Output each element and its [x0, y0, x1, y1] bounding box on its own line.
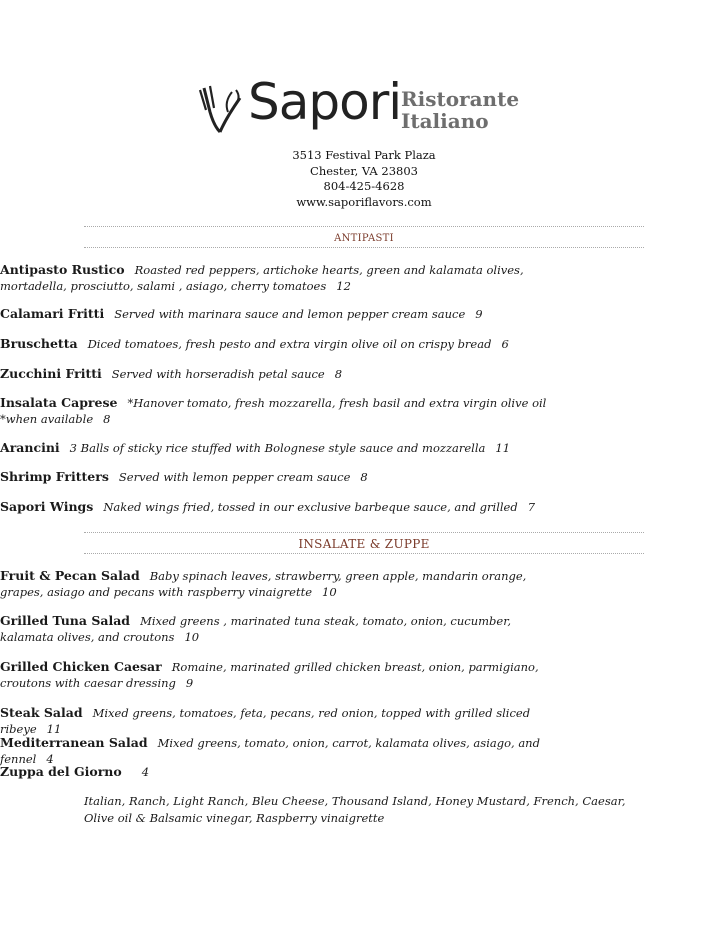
menu-item: Antipasto Rustico Roasted red peppers, artichoke hearts, green and kalamata olives, mortadella, prosciutto, salami , asiago, cherry tomatoes 12: [0, 262, 524, 293]
divider: [84, 553, 644, 554]
city-state-zip: Chester, VA 23803: [310, 163, 418, 178]
divider: [84, 247, 644, 248]
divider: [84, 226, 644, 227]
dressing-options: Italian, Ranch, Light Ranch, Bleu Cheese, Thousand Island, Honey Mustard, French, Caesar, Olive oil & Balsamic vinegar, Raspberry vinaigrette: [84, 794, 626, 825]
menu-item: Zucchini Fritti Served with horseradish petal sauce 8: [0, 366, 343, 381]
menu-item: Mediterranean Salad Mixed greens, tomato, onion, carrot, kalamata olives, asiago, and fennel 4: [0, 735, 540, 766]
brand-name: Sapori: [248, 73, 402, 131]
section-title-antipasti: ANTIPASTI: [334, 233, 394, 244]
brand-subtitle: Ristorante Italiano: [401, 87, 520, 133]
phone-number: 804-425-4628: [323, 179, 405, 193]
menu-item: Arancini 3 Balls of sticky rice stuffed with Bolognese style sauce and mozzarella 11: [0, 440, 511, 455]
menu-item: Calamari Fritti Served with marinara sauce and lemon pepper cream sauce 9: [0, 306, 483, 321]
divider: [84, 532, 644, 533]
menu-item: Grilled Tuna Salad Mixed greens , marinated tuna steak, tomato, onion, cucumber, kalamata olives, and croutons 10: [0, 613, 512, 644]
menu-item: Sapori Wings Naked wings fried, tossed in our exclusive barbeque sauce, and grilled 7: [0, 499, 536, 514]
fork-and-vine-icon: [196, 82, 246, 134]
website-link[interactable]: www.saporiflavors.com: [296, 194, 432, 209]
street-address: 3513 Festival Park Plaza: [292, 148, 436, 162]
menu-item: Zuppa del Giorno 4: [0, 764, 150, 779]
menu-item: Bruschetta Diced tomatoes, fresh pesto and extra virgin olive oil on crispy bread 6: [0, 336, 509, 351]
menu-item: Grilled Chicken Caesar Romaine, marinated grilled chicken breast, onion, parmigiano, croutons with caesar dressing 9: [0, 659, 539, 690]
menu-item: Fruit & Pecan Salad Baby spinach leaves, strawberry, green apple, mandarin orange, grapes, asiago and pecans with raspberry vinaigrette 10: [0, 568, 527, 599]
menu-item: Insalata Caprese *Hanover tomato, fresh mozzarella, fresh basil and extra virgin olive oil *when available 8: [0, 395, 547, 426]
menu-item: Shrimp Fritters Served with lemon pepper cream sauce 8: [0, 469, 368, 484]
restaurant-header: [196, 73, 536, 148]
menu-item: Steak Salad Mixed greens, tomatoes, feta, pecans, red onion, topped with grilled sliced ribeye 11: [0, 705, 531, 736]
section-title-insalate: INSALATE & ZUPPE: [298, 537, 430, 551]
address-block: [0, 148, 728, 210]
